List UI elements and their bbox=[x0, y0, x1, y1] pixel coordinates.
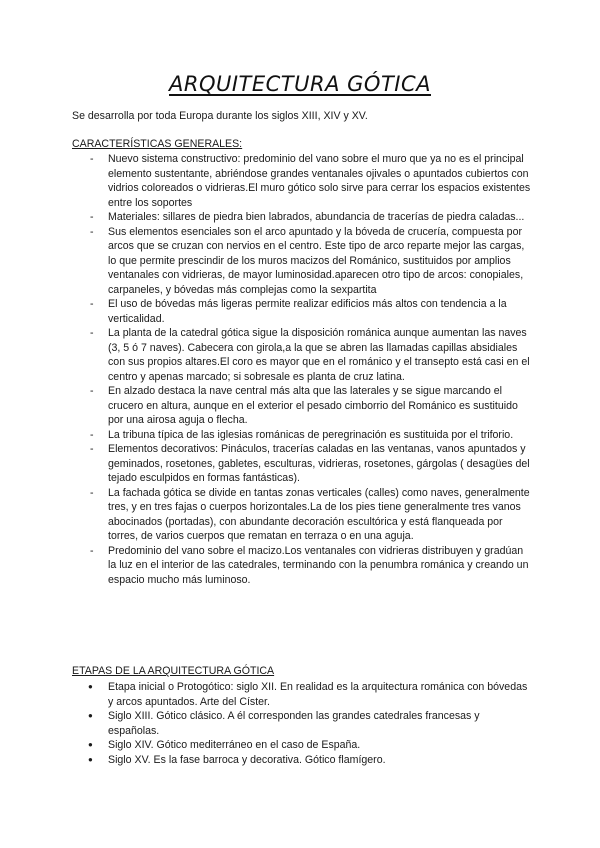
list-item: - Predominio del vano sobre el macizo.Los ventanales con vidrieras distribuyen y gradúan la luz en el interior de las catedrales, terminando con la penumbra románica y creando un espacio mucho más luminoso. bbox=[72, 544, 532, 588]
list-item: - En alzado destaca la nave central más alta que las laterales y se sigue marcando el crucero en altura, aunque en el exterior el pesado cimborrio del Románico es sustituido por una airosa aguja o flecha. bbox=[72, 384, 532, 428]
list-item: ● Siglo XIV. Gótico mediterráneo en el caso de España. bbox=[72, 738, 532, 753]
section-heading-etapas: ETAPAS DE LA ARQUITECTURA GÓTICA bbox=[72, 665, 275, 677]
list-item: - El uso de bóvedas más ligeras permite realizar edificios más altos con tendencia a la verticalidad. bbox=[72, 297, 532, 326]
intro-paragraph: Se desarrolla por toda Europa durante los siglos XIII, XIV y XV. bbox=[72, 110, 368, 122]
list-item: - Nuevo sistema constructivo: predominio del vano sobre el muro que ya no es el principal elemento sustentante, abriéndose grandes ventanales ojivales o apuntados cubiertos con vidrios coloreados o vidrieras.El muro gótico solo sirve para cerrar los espacios existentes entre los soportes bbox=[72, 152, 532, 210]
list-item: - La planta de la catedral gótica sigue la disposición románica aunque aumentan las naves (3, 5 ó 7 naves). Cabecera con girola,a la que se abren las llamadas capillas absidiales con sus propios altares.El coro es mayor que en el románico y el transepto está casi en el centro y apenas marcado; si sobresale es planta de cruz latina. bbox=[72, 326, 532, 384]
etapas-list bbox=[72, 680, 532, 767]
caracteristicas-list bbox=[72, 152, 532, 587]
document-title: ARQUITECTURA GÓTICA bbox=[169, 72, 431, 96]
list-item: ● Siglo XV. Es la fase barroca y decorativa. Gótico flamígero. bbox=[72, 753, 532, 768]
list-item: - Elementos decorativos: Pináculos, tracerías caladas en las ventanas, vanos apuntados y geminados, rosetones, gabletes, esculturas, vidrieras, rosetones, gárgolas ( desagües del tejado esculpidos en formas fantásticas). bbox=[72, 442, 532, 486]
list-item: ● Etapa inicial o Protogótico: siglo XII. En realidad es la arquitectura románica con bóvedas y arcos apuntados. Arte del Císter. bbox=[72, 680, 532, 709]
list-item: - La tribuna típica de las iglesias románicas de peregrinación es sustituida por el triforio. bbox=[72, 428, 532, 443]
list-item: ● Siglo XIII. Gótico clásico. A él corresponden las grandes catedrales francesas y españolas. bbox=[72, 709, 532, 738]
list-item: - Sus elementos esenciales son el arco apuntado y la bóveda de crucería, compuesta por arcos que se cruzan con nervios en el centro. Este tipo de arco reparte mejor las cargas, lo que permite prescindir de los muros macizos del Románico, sustituidos por amplios ventanales con vidrieras, de mayor luminosidad.aparecen otro tipo de arcos: conopiales, carpaneles, y bóvedas más complejas como la sexpartita bbox=[72, 225, 532, 298]
list-item: - La fachada gótica se divide en tantas zonas verticales (calles) como naves, generalmente tres, y en tres fajas o cuerpos horizontales.La de los pies tiene generalmente tres vanos abocinados (portadas), con abundante decoración escultórica y está flanqueada por torres, de varios cuerpos que rematan en terraza o en una aguja. bbox=[72, 486, 532, 544]
section-heading-caracteristicas: CARACTERÍSTICAS GENERALES: bbox=[72, 138, 243, 150]
list-item: - Materiales: sillares de piedra bien labrados, abundancia de tracerías de piedra caladas... bbox=[72, 210, 532, 225]
